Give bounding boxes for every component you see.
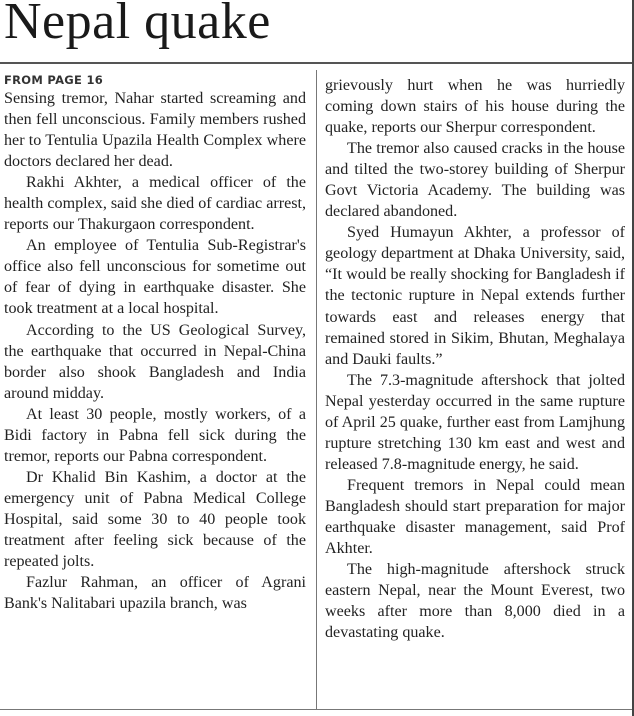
- paragraph: According to the US Geological Survey, the earthquake that occurred in Nepal-China border also shook Bangladesh and India around midday.: [4, 321, 306, 402]
- headline: Nepal quake: [4, 0, 271, 50]
- paragraph: Syed Humayun Akhter, a professor of geology department at Dhaka University, said, “It would be really shocking for Bangladesh if the tectonic rupture in Nepal extends further towards east and releases energy that remained stored in Sikim, Bhutan, Meghalaya and Dauki faults.”: [325, 224, 625, 368]
- article-column-1: [4, 72, 306, 614]
- paragraph: grievously hurt when he was hurriedly coming down stairs of his house during the quake, reports our Sherpur correspondent.: [325, 77, 625, 137]
- paragraph: Frequent tremors in Nepal could mean Bangladesh should start preparation for major earthquake disaster management, said Prof Akhter.: [325, 476, 625, 558]
- headline-rule: [0, 62, 634, 64]
- column-divider: [316, 70, 317, 710]
- paragraph: The high-magnitude aftershock struck eastern Nepal, near the Mount Everest, two weeks after more than 8,000 died in a devastating quake.: [325, 561, 625, 642]
- paragraph: Dr Khalid Bin Kashim, a doctor at the emergency unit of Pabna Medical College Hospital, said some 30 to 40 people took treatment after feeling sick because of the repeated jolts.: [4, 468, 306, 571]
- paragraph: Sensing tremor, Nahar started screaming and then fell unconscious. Family members rushed her to Tentulia Upazila Health Complex where doctors declared her dead.: [4, 90, 306, 171]
- article-column-2: [325, 75, 625, 643]
- paragraph: Fazlur Rahman, an officer of Agrani Bank's Nalitabari upazila branch, was: [4, 574, 306, 613]
- continuation-kicker: FROM PAGE 16: [4, 73, 104, 87]
- paragraph: At least 30 people, mostly workers, of a Bidi factory in Pabna fell sick during the tremor, reports our Pabna correspondent.: [4, 405, 306, 465]
- bottom-rule: [0, 709, 634, 710]
- paragraph: The tremor also caused cracks in the house and tilted the two-storey building of Sherpur Govt Victoria Academy. The building was declared abandoned.: [325, 140, 625, 221]
- paragraph: The 7.3-magnitude aftershock that jolted Nepal yesterday occurred in the same rupture of April 25 quake, further east from Lamjhung rupture stretching 130 km east and west and released 7.8-magnitude energy, he said.: [325, 371, 625, 473]
- paragraph: Rakhi Akhter, a medical officer of the health complex, said she died of cardiac arrest, reports our Thakurgaon correspondent.: [4, 174, 306, 234]
- paragraph: An employee of Tentulia Sub-Registrar's office also fell unconscious for sometime out of fear of dying in earthquake disaster. She took treatment at a local hospital.: [4, 237, 306, 318]
